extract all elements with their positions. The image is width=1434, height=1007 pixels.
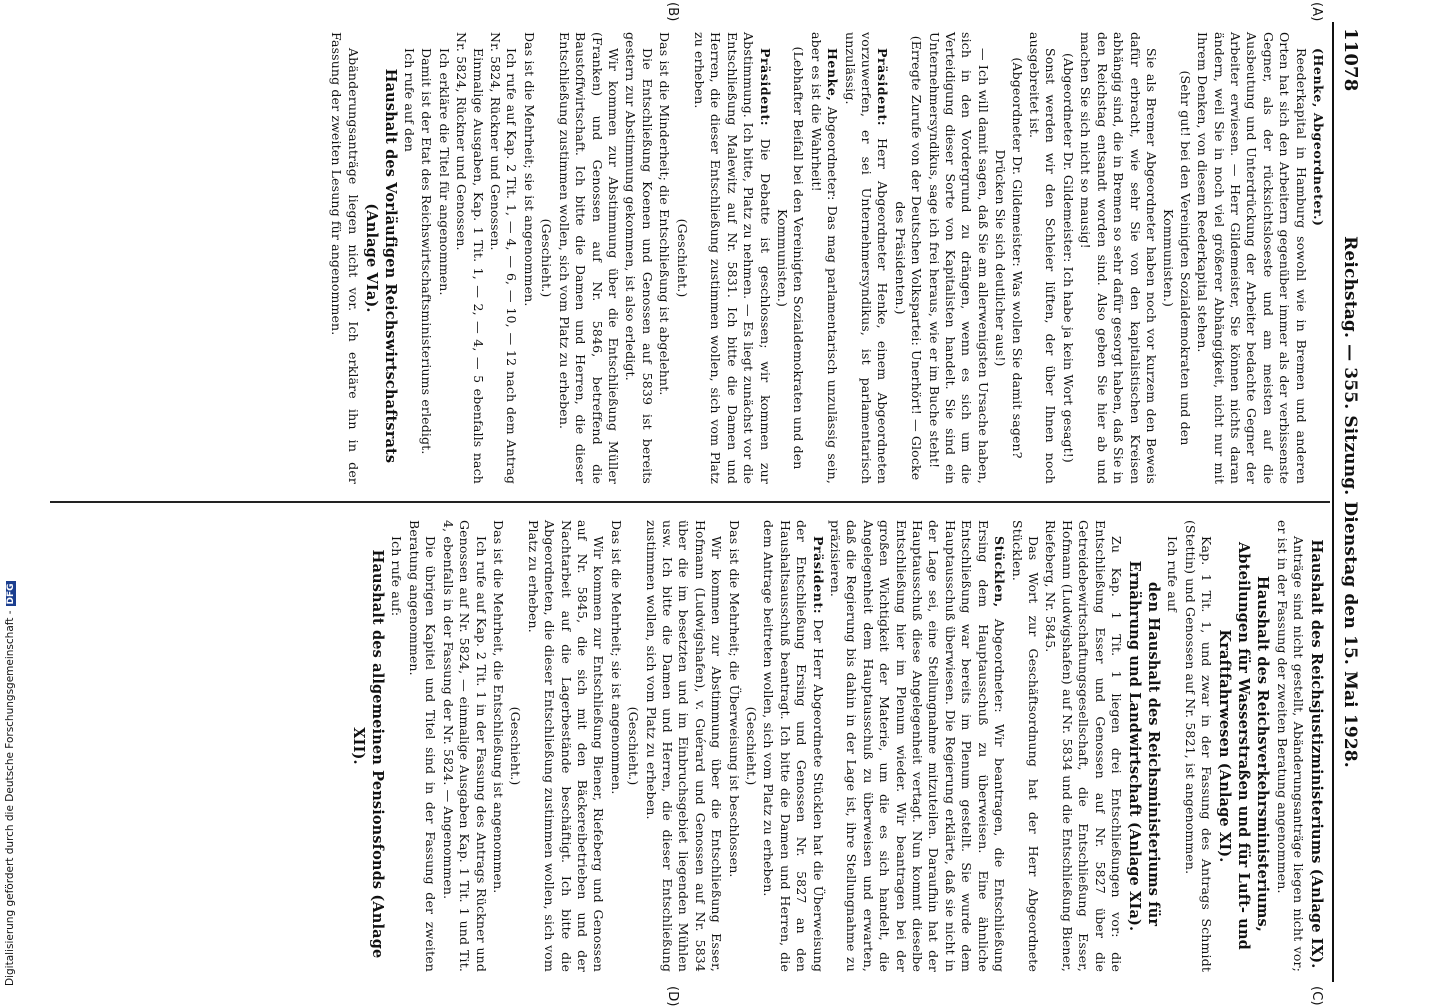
document-page bbox=[40, 2, 1361, 1007]
paragraph-text: — Ich will damit sagen, daß Sie am allerwenigsten Ursache haben, sich in den Vordergrund zu drängen, wenn es sich um die Verteidigung dieser Sorte von Kapitalisten handelt. Sie sind ein Unternehmersyndikus, sage ich frei heraus, wie er im Buche steht! bbox=[926, 32, 991, 484]
section-heading bbox=[1215, 520, 1272, 972]
paragraph bbox=[490, 520, 506, 972]
page-number: 11078 bbox=[1340, 28, 1361, 92]
paragraph-text: Die übrigen Kapitel und Titel sind in der Fassung der zweiten Beratung angenommen. bbox=[406, 520, 439, 972]
paragraph-text: (Geschieht.) bbox=[539, 218, 555, 298]
paragraph bbox=[328, 32, 361, 484]
column-rule bbox=[50, 501, 1330, 503]
interjection bbox=[625, 520, 641, 972]
paragraph-text: (Sehr gut! bei den Vereinigten Sozialdemokraten und den Kommunisten.) bbox=[1161, 70, 1193, 446]
paragraph bbox=[691, 32, 773, 484]
paragraph-text: Haushalt des Reichsjustizministeriums (Anlage IX). bbox=[1308, 539, 1325, 969]
paragraph bbox=[1008, 520, 1041, 972]
paragraph-text: Anträge sind nicht gestellt, Abänderungsanträge liegen nicht vor; er ist in der Fassung der zweiten Beratung angenommen. bbox=[1274, 520, 1306, 972]
paragraph-text: Wir kommen zur Entschließung Biener, Riefeberg und Genossen auf Nr. 5845, die sich mit den Bäckereibetrieben und der Nachtarbeit auf die Lagerbestände beschäftigt. Ich bitte die Abgeordneten, die dieser Entschließung zustimmen wollen, sich vom Platz zu erheben. bbox=[525, 520, 607, 972]
paragraph bbox=[521, 32, 537, 484]
funding-note-text: Digitalisierung gefördert durch die Deutsche Forschungsgemeinschaft - bbox=[4, 610, 16, 986]
paragraph-text: Kap. 1 Tit. 1, und zwar in der Fassung des Antrags Schmidt (Stettin) und Genossen auf Nr. 5821, ist angenommen. bbox=[1182, 520, 1215, 972]
paragraph bbox=[607, 520, 623, 972]
paragraph-text: Einmalige Ausgaben, Kap. 1 Tit. 1, — 2, — 4, — 5 ebenfalls nach Nr. 5824, Rückner und Genossen. bbox=[454, 32, 486, 484]
paragraph-text: Sie als Bremer Abgeordneter haben noch vor kurzem den Beweis dafür erbracht, wie sehr Sie von den kapitalistischen Kreisen abhängig sind, die in Bremen so sehr dafür gesorgt haben, daß Sie in den Reichstag entsandt worden sind. Also geben Sie hier ab und machen Sie sich nicht so mausig! bbox=[1078, 32, 1159, 484]
paragraph bbox=[524, 520, 606, 972]
paragraph-text: (Abgeordneter Dr. Gildemeister: Ich habe ja kein Wort gesagt!) bbox=[1060, 53, 1076, 463]
paragraph-text: Das ist die Mehrheit; sie ist angenommen. bbox=[521, 32, 537, 307]
paragraph bbox=[1164, 520, 1180, 972]
paragraph-text: Die Debatte ist geschlossen; wir kommen zur Abstimmung. Ich bitte, Platz zu nehmen. — Es liegt zunächst vor die Entschließung Malewitz auf Nr. 5831. Ich bitte die Damen und Herren, die dieser Entschließung zustimmen wollen, sich vom Platz zu erheben. bbox=[691, 32, 773, 484]
paragraph-text: Der Herr Abgeordnete Stücklen hat die Überweisung der Entschließung Ersing und Genossen Nr. 5827 an den Haushaltsausschuß beantragt. Ich bitte die Damen und Herren, die dem Antrage beitreten wollen, sich vom Platz zu erheben. bbox=[761, 520, 826, 972]
paragraph-text: (Geschieht.) bbox=[508, 706, 524, 786]
speaker-name: Stücklen, bbox=[992, 536, 1008, 608]
margin-mark-b: (B) bbox=[665, 2, 680, 22]
paragraph bbox=[760, 520, 826, 972]
paragraph-text: Haushalt des allgemeinen Pensionsfonds (Anlage XII). bbox=[350, 549, 387, 959]
paragraph-text: Haushalt des Reichsverkehrsministeriums, Abteilungen für Wasserstraßen und für Luft- und Kraftfahrwesen (Anlage XI). bbox=[1216, 542, 1272, 950]
interjection bbox=[507, 520, 523, 972]
paragraph-text: Das ist die Minderheit; die Entschließung ist abgelehnt. bbox=[657, 32, 673, 396]
left-column bbox=[327, 32, 1326, 484]
speaker-name: (Henke, Abgeordneter.) bbox=[1311, 48, 1326, 227]
paragraph-text: Abgeordneter: Das mag parlamentarisch unzulässig sein, aber es ist die Wahrheit! bbox=[808, 32, 841, 484]
paragraph-text: Das ist die Mehrheit, die Entschließung ist angenommen. bbox=[490, 520, 506, 894]
paragraph-text: Ich rufe auf bbox=[1165, 536, 1181, 612]
paragraph bbox=[656, 32, 672, 484]
paragraph bbox=[401, 32, 417, 484]
interjection bbox=[673, 32, 689, 484]
page-header bbox=[1332, 22, 1360, 982]
section-heading bbox=[1307, 520, 1326, 972]
interjection bbox=[774, 32, 807, 484]
paragraph bbox=[841, 32, 890, 484]
paragraph bbox=[1042, 520, 1124, 972]
speaker-name: Präsident: bbox=[875, 48, 891, 127]
paragraph-text: (Lebhafter Beifall bei den Vereinigten Sozialdemokraten und den Kommunisten.) bbox=[775, 46, 807, 470]
section-heading bbox=[1125, 520, 1163, 972]
paragraph bbox=[418, 32, 434, 484]
paragraph-text: Ich rufe auf Kap. 2 Tit. 1 in der Fassung des Antrags Rückner und Genossen auf Nr. 5824, — einmalige Ausgaben Kap. 1 Tit. 1 und Tit. 4, ebenfalls in der Fassung der Nr. 5824. — Angenommen. bbox=[440, 520, 489, 972]
paragraph-text: Wir kommen zur Abstimmung über die Entschließung Müller (Franken) und Genossen auf Nr. 5846, betreffend die Baustoffwirtschaft. Ich bitte die Damen und Herren, die dieser Entschließung zustimmen wollen, sich vom Platz zu erheben. bbox=[556, 32, 621, 484]
paragraph-text: (Abgeordneter Dr. Gildemeister: Was wollen Sie damit sagen? Drücken Sie sich deutlicher aus!) bbox=[993, 57, 1025, 459]
paragraph bbox=[1181, 520, 1214, 972]
paragraph-text: Ich rufe auf den bbox=[402, 48, 418, 152]
paragraph-text: (Geschieht.) bbox=[744, 706, 760, 786]
paragraph bbox=[555, 32, 621, 484]
funding-note bbox=[4, 581, 16, 986]
paragraph-text: den Haushalt des Reichsministeriums für Ernährung und Landwirtschaft (Anlage XIa). bbox=[1125, 560, 1162, 932]
paragraph-text: Herr Abgeordneter Henke, einem Abgeordneten vorzuwerfen, er sei Unternehmersyndikus, ist parlamentarisch unzulässig. bbox=[842, 32, 891, 484]
paragraph-text: Abgeordneter: Wir beantragen, die Entschließung Ersing dem Hauptausschuß zu überweisen. Eine ähnliche Entschließung war bereits im Plenum gestellt. Sie wurde dem Hauptausschuß überwiesen. Die Regierung erklärte, daß sie nicht in der Lage sei, eine Stellungnahme mitzuteilen. Daraufhin hat der Hauptausschuß diese Angelegenheit vertagt. Nun kommt dieselbe Entschließung hier im Plenum wieder. Wir beantragen bei der großen Wichtigkeit der Materie, um die es sich handelt, die Angelegenheit dem Hauptausschuß zu überweisen und erwarten, daß die Regierung bis dahin in der Lage ist, ihre Stellungnahme zu präzisieren. bbox=[828, 520, 1008, 973]
paragraph-text: (Erregte Zurufe von der Deutschen Volkspartei: Unerhört! — Glocke des Präsidenten.) bbox=[892, 35, 925, 481]
paragraph bbox=[1310, 32, 1326, 484]
paragraph-text: Reederkapital in Hamburg sowohl wie in Bremen und anderen Orten hat sich den Arbeitern gegenüber immer als der verbissenste Gegner, als der rücksichtsloseste und am meisten auf die Ausbeutung und Unterdrückung der Arbeiter bedachte Gegner der Arbeiter erwiesen. — Herr Gildemeister, Sie können nichts daran ändern, weil Sie in noch viel größerer Abhängigkeit, nicht nur mit Ihrem Denken, von diesem Reederkapital stehen. bbox=[1195, 32, 1309, 484]
section-heading bbox=[349, 520, 387, 972]
page-title: Reichstag. — 355. Sitzung. Dienstag den 15. Mai 1928. bbox=[1340, 236, 1360, 768]
paragraph bbox=[1194, 32, 1309, 484]
interjection bbox=[891, 32, 924, 484]
interjection bbox=[538, 32, 554, 484]
paragraph-text: Damit ist der Etat des Reichswirtschaftsministeriums erledigt. bbox=[419, 48, 435, 455]
speaker-name: Präsident: bbox=[757, 48, 773, 127]
paragraph bbox=[1026, 32, 1059, 484]
interjection bbox=[992, 32, 1025, 484]
dfg-logo: DFG bbox=[6, 583, 16, 605]
paragraph-text: Ich erkläre die Titel für angenommen. bbox=[436, 48, 452, 296]
margin-mark-d: (D) bbox=[665, 986, 680, 1007]
paragraph bbox=[406, 520, 439, 972]
paragraph bbox=[1077, 32, 1159, 484]
paragraph bbox=[827, 520, 1007, 972]
paragraph-text: Sonst werden wir den Schleier lüften, der über Ihnen noch ausgebreitet ist. bbox=[1027, 32, 1059, 484]
paragraph bbox=[807, 32, 840, 484]
paragraph-text: Haushalt des Vorläufigen Reichswirtschaftsrats (Anlage VIa). bbox=[362, 68, 399, 464]
margin-mark-a: (A) bbox=[1309, 2, 1324, 22]
paragraph bbox=[622, 32, 655, 484]
paragraph-text: Die Entschließung Koenen und Genossen auf 5839 ist bereits gestern zur Abstimmung gekommen, ist also erledigt. bbox=[623, 32, 655, 484]
paragraph-text: Zu Kap. 1 Tit. 1 liegen drei Entschließungen vor: die Entschließung Esser und Genossen auf Nr. 5827 über die Getreidebewirtschaftungsgesellschaft, die Entschließung Esser, Hofmann (Ludwigshafen) auf Nr. 5834 und die Entschließung Biener, Riefeberg, Nr. 5845. bbox=[1043, 520, 1124, 972]
paragraph-text: Das ist die Mehrheit; die Überweisung ist beschlossen. bbox=[726, 520, 742, 878]
interjection bbox=[743, 520, 759, 972]
section-heading bbox=[362, 32, 400, 484]
speaker-name: Henke, bbox=[825, 48, 841, 102]
paragraph bbox=[388, 520, 404, 972]
paragraph bbox=[925, 32, 991, 484]
paragraph-text: Wir kommen zur Abstimmung über die Entschließung Esser, Hofmann (Ludwigshafen), v. Guérard und Genossen auf Nr. 5834 über die im besetzten und im Einbruchsgebiet liegenden Mühlen usw. Ich bitte die Damen und Herren, die dieser Entschließung zustimmen wollen, sich vom Platz zu erheben. bbox=[643, 520, 725, 972]
paragraph bbox=[453, 32, 486, 484]
paragraph bbox=[642, 520, 724, 972]
speaker-name: Präsident: bbox=[810, 536, 826, 615]
paragraph-text: Das Wort zur Geschäftsordnung hat der Herr Abgeordnete Stücklen. bbox=[1009, 520, 1041, 972]
paragraph bbox=[487, 32, 520, 484]
paragraph bbox=[725, 520, 741, 972]
right-column bbox=[348, 520, 1326, 972]
paragraph-text: Abänderungsanträge liegen nicht vor. Ich erkläre ihn in der Fassung der zweiten Lesung für angenommen. bbox=[329, 32, 361, 484]
paragraph-text: Das ist die Mehrheit; sie ist angenommen. bbox=[608, 520, 624, 795]
paragraph-text: Ich rufe auf: bbox=[389, 536, 405, 617]
paragraph-text: (Geschieht.) bbox=[626, 706, 642, 786]
paragraph-text: (Geschieht.) bbox=[674, 218, 690, 298]
margin-mark-c: (C) bbox=[1309, 986, 1324, 1006]
interjection bbox=[1160, 32, 1193, 484]
interjection bbox=[1060, 32, 1076, 484]
paragraph bbox=[439, 520, 488, 972]
paragraph bbox=[1273, 520, 1306, 972]
paragraph-text: Ich rufe auf Kap. 2 Tit. 1, — 4, — 6, — 10, — 12 nach dem Antrag Nr. 5824, Rückner und Genossen. bbox=[488, 32, 520, 484]
paragraph bbox=[435, 32, 451, 484]
